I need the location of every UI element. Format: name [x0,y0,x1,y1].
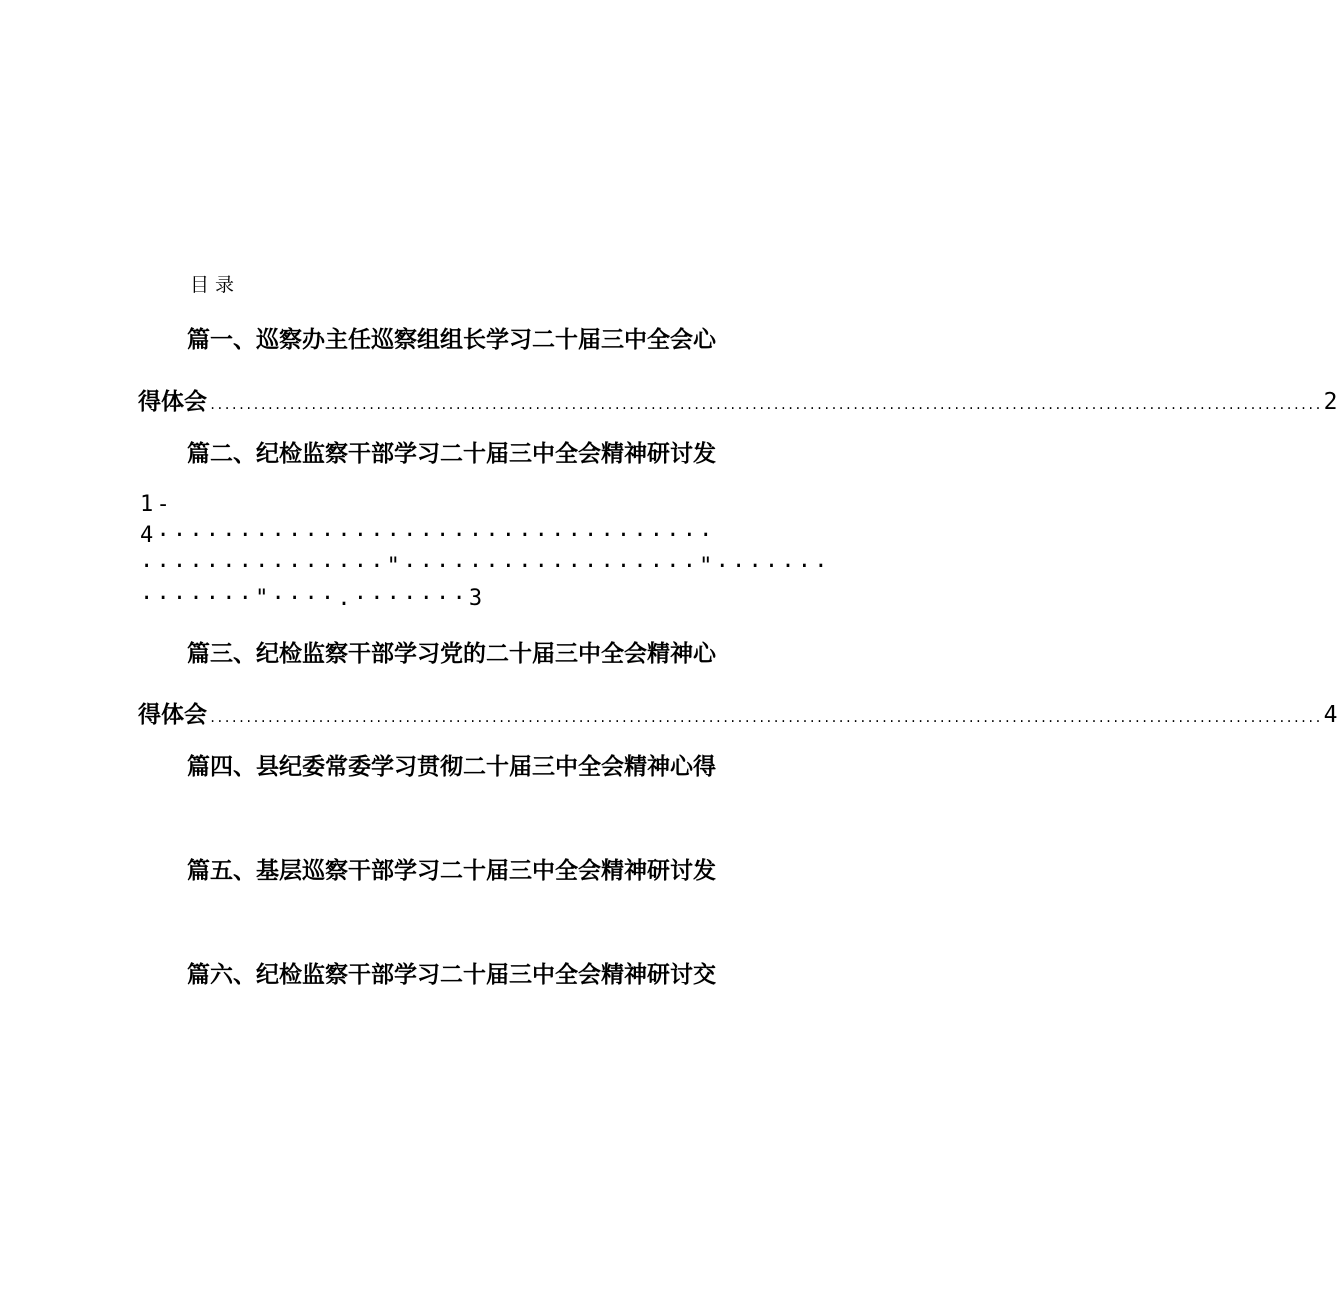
toc-entry-2-line-4: ···············"··················"······· [140,554,831,579]
toc-entry-2-line-2: 1- [140,492,173,517]
dot-leader: .......................................................................................................................................................... [209,711,1322,725]
toc-entry-2-line-3: 4·································· [140,523,716,548]
toc-entry-2-line-5: ·······"····.·······3 [140,586,486,611]
toc-entry-1-title[interactable]: 篇一、巡察办主任巡察组组长学习二十届三中全会心 [187,327,716,353]
toc-entry-1-continuation[interactable] [138,383,1337,415]
toc-entry-3-title-cont: 得体会 [138,702,207,728]
toc-entry-4-title[interactable]: 篇四、县纪委常委学习贯彻二十届三中全会精神心得 [187,754,716,780]
toc-entry-5-title[interactable]: 篇五、基层巡察干部学习二十届三中全会精神研讨发 [187,858,716,884]
toc-entry-3-page-number: 4 [1323,702,1337,728]
toc-entry-3-title[interactable]: 篇三、纪检监察干部学习党的二十届三中全会精神心 [187,641,716,667]
toc-entry-6-title[interactable]: 篇六、纪检监察干部学习二十届三中全会精神研讨交 [187,962,716,988]
toc-title: 目录 [190,274,241,296]
toc-entry-1-page-number: 2 [1323,389,1337,415]
toc-entry-3-continuation[interactable] [138,696,1337,728]
toc-entry-1-title-cont: 得体会 [138,389,207,415]
toc-entry-2-title[interactable]: 篇二、纪检监察干部学习二十届三中全会精神研讨发 [187,441,716,467]
dot-leader: .......................................................................................................................................................... [209,398,1322,412]
